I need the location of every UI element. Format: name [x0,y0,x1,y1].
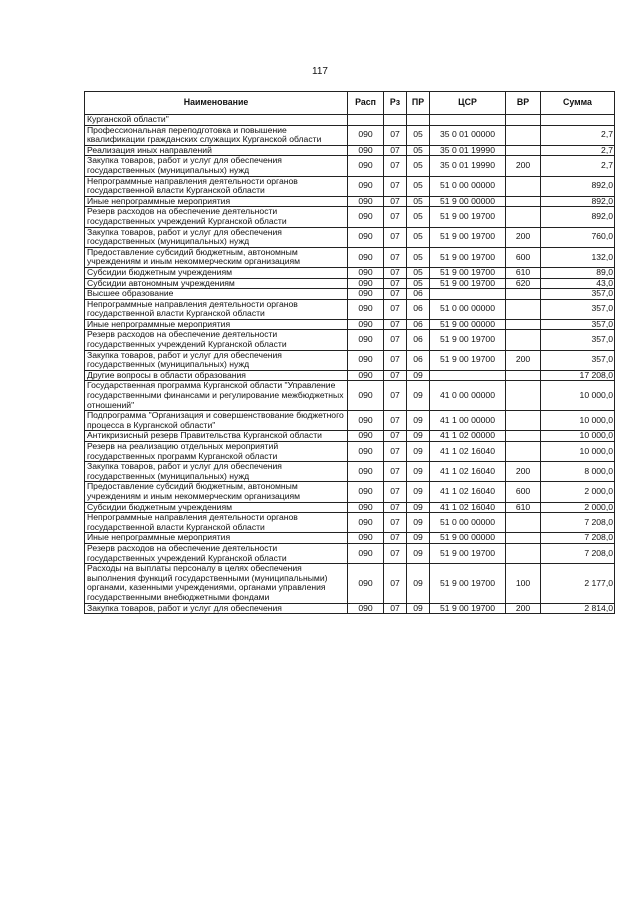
table-row [85,502,615,513]
cell-name: Резерв расходов на обеспечение деятельности государственных учреждений Курганской области [85,330,348,350]
cell-rasp: 090 [348,145,384,156]
cell-rz: 07 [384,125,407,145]
cell-sum: 760,0 [541,227,615,247]
cell-rasp: 090 [348,381,384,411]
cell-pr: 05 [407,196,430,207]
cell-rasp: 090 [348,330,384,350]
cell-vr [506,370,541,381]
cell-name: Субсидии автономным учреждениям [85,278,348,289]
cell-pr: 05 [407,125,430,145]
cell-pr: 05 [407,267,430,278]
cell-name: Закупка товаров, работ и услуг для обеспечения государственных (муниципальных) нужд [85,462,348,482]
table-row [85,370,615,381]
cell-csr: 41 1 02 16040 [430,442,506,462]
cell-pr: 05 [407,247,430,267]
table-row [85,442,615,462]
cell-csr: 41 1 02 00000 [430,431,506,442]
cell-name: Предоставление субсидий бюджетным, автономным учреждениям и иным некоммерческим организациям [85,247,348,267]
cell-sum: 43,0 [541,278,615,289]
cell-rasp: 090 [348,247,384,267]
cell-pr: 06 [407,289,430,300]
table-row [85,207,615,227]
cell-sum: 2 000,0 [541,482,615,502]
header-sum: Сумма [541,92,615,115]
cell-csr: 41 1 02 16040 [430,462,506,482]
table-row [85,278,615,289]
cell-csr: 51 0 00 00000 [430,513,506,533]
table-row [85,125,615,145]
cell-sum: 7 208,0 [541,533,615,544]
cell-rz: 07 [384,411,407,431]
cell-csr: 51 9 00 00000 [430,319,506,330]
cell-pr: 09 [407,603,430,614]
cell-rasp: 090 [348,462,384,482]
cell-name: Высшее образование [85,289,348,300]
cell-vr [506,289,541,300]
table-row [85,145,615,156]
cell-rz: 07 [384,502,407,513]
cell-sum: 10 000,0 [541,381,615,411]
cell-rz: 07 [384,370,407,381]
cell-csr: 51 9 00 19700 [430,603,506,614]
cell-sum: 357,0 [541,350,615,370]
cell-rz: 07 [384,319,407,330]
table-row [85,330,615,350]
cell-csr: 51 9 00 19700 [430,267,506,278]
cell-vr: 600 [506,247,541,267]
cell-rasp: 090 [348,125,384,145]
cell-pr: 09 [407,513,430,533]
cell-rasp: 090 [348,603,384,614]
cell-rz: 07 [384,145,407,156]
cell-csr: 51 0 00 00000 [430,299,506,319]
cell-rasp: 090 [348,227,384,247]
header-rz: Рз [384,92,407,115]
cell-csr: 51 9 00 19700 [430,350,506,370]
table-row [85,267,615,278]
cell-sum: 892,0 [541,207,615,227]
cell-name: Резерв расходов на обеспечение деятельности государственных учреждений Курганской области [85,543,348,563]
cell-sum: 8 000,0 [541,462,615,482]
cell-csr: 51 9 00 00000 [430,196,506,207]
cell-pr: 09 [407,564,430,603]
cell-rz: 07 [384,278,407,289]
cell-rz: 07 [384,289,407,300]
cell-rz: 07 [384,462,407,482]
cell-vr [506,513,541,533]
cell-sum: 2 000,0 [541,502,615,513]
cell-vr: 200 [506,462,541,482]
cell-name: Государственная программа Курганской области "Управление государственными финансами и регулирование межбюджетных отношений" [85,381,348,411]
table-row [85,603,615,614]
cell-csr: 51 9 00 19700 [430,207,506,227]
table-row [85,289,615,300]
cell-name: Закупка товаров, работ и услуг для обеспечения государственных (муниципальных) нужд [85,156,348,176]
cell-csr [430,370,506,381]
table-row [85,176,615,196]
table-row [85,247,615,267]
table-row [85,462,615,482]
cell-pr: 09 [407,431,430,442]
cell-sum: 2,7 [541,145,615,156]
cell-pr: 06 [407,330,430,350]
cell-rz: 07 [384,603,407,614]
cell-pr: 09 [407,462,430,482]
cell-rasp: 090 [348,350,384,370]
cell-rz: 07 [384,442,407,462]
cell-name: Закупка товаров, работ и услуг для обеспечения государственных (муниципальных) нужд [85,227,348,247]
cell-sum: 892,0 [541,176,615,196]
cell-rasp: 090 [348,564,384,603]
cell-name: Иные непрограммные мероприятия [85,319,348,330]
cell-csr: 35 0 01 19990 [430,156,506,176]
cell-csr: 41 1 02 16040 [430,502,506,513]
cell-rasp [348,115,384,126]
cell-rasp: 090 [348,431,384,442]
cell-pr: 09 [407,502,430,513]
cell-vr [506,411,541,431]
cell-vr: 200 [506,603,541,614]
cell-pr: 09 [407,370,430,381]
table-row [85,115,615,126]
cell-vr [506,115,541,126]
table-row [85,196,615,207]
header-pr: ПР [407,92,430,115]
cell-sum: 132,0 [541,247,615,267]
cell-rz: 07 [384,431,407,442]
cell-rasp: 090 [348,370,384,381]
header-csr: ЦСР [430,92,506,115]
cell-rz: 07 [384,299,407,319]
cell-rz [384,115,407,126]
cell-name: Реализация иных направлений [85,145,348,156]
table-row [85,513,615,533]
cell-sum: 7 208,0 [541,513,615,533]
cell-rz: 07 [384,247,407,267]
cell-sum: 892,0 [541,196,615,207]
cell-rasp: 090 [348,502,384,513]
cell-rz: 07 [384,176,407,196]
budget-table [84,91,615,614]
cell-rz: 07 [384,156,407,176]
cell-rasp: 090 [348,543,384,563]
cell-name: Субсидии бюджетным учреждениям [85,267,348,278]
cell-rz: 07 [384,267,407,278]
cell-name: Непрограммные направления деятельности органов государственной власти Курганской области [85,513,348,533]
cell-rasp: 090 [348,513,384,533]
cell-rz: 07 [384,564,407,603]
cell-vr [506,330,541,350]
cell-rasp: 090 [348,196,384,207]
cell-rz: 07 [384,350,407,370]
cell-vr [506,431,541,442]
cell-pr: 06 [407,350,430,370]
table-row [85,227,615,247]
cell-vr: 200 [506,227,541,247]
cell-rz: 07 [384,543,407,563]
cell-rasp: 090 [348,319,384,330]
cell-sum: 17 208,0 [541,370,615,381]
cell-vr [506,207,541,227]
page-number: 117 [312,66,328,77]
table-row [85,411,615,431]
cell-vr: 610 [506,502,541,513]
cell-csr [430,115,506,126]
table-row [85,381,615,411]
cell-sum: 357,0 [541,330,615,350]
cell-rasp: 090 [348,278,384,289]
cell-pr: 09 [407,533,430,544]
cell-rz: 07 [384,227,407,247]
cell-pr: 05 [407,207,430,227]
cell-sum: 10 000,0 [541,431,615,442]
cell-pr: 05 [407,176,430,196]
cell-vr [506,299,541,319]
cell-name: Иные непрограммные мероприятия [85,196,348,207]
cell-name: Непрограммные направления деятельности органов государственной власти Курганской области [85,176,348,196]
cell-csr: 51 9 00 19700 [430,564,506,603]
cell-csr: 41 1 00 00000 [430,411,506,431]
cell-pr: 05 [407,156,430,176]
cell-pr: 09 [407,442,430,462]
cell-pr: 09 [407,381,430,411]
cell-vr [506,543,541,563]
cell-name: Профессиональная переподготовка и повышение квалификации гражданских служащих Курганской области [85,125,348,145]
cell-csr: 51 9 00 19700 [430,247,506,267]
cell-rz: 07 [384,513,407,533]
cell-csr: 51 9 00 19700 [430,543,506,563]
cell-sum: 89,0 [541,267,615,278]
cell-csr [430,289,506,300]
cell-name: Непрограммные направления деятельности органов государственной власти Курганской области [85,299,348,319]
cell-vr: 610 [506,267,541,278]
cell-vr: 200 [506,156,541,176]
cell-csr: 35 0 01 19990 [430,145,506,156]
cell-rasp: 090 [348,207,384,227]
cell-pr: 06 [407,299,430,319]
table-row [85,299,615,319]
cell-name: Резерв на реализацию отдельных мероприятий государственных программ Курганской области [85,442,348,462]
cell-pr: 05 [407,278,430,289]
cell-vr [506,125,541,145]
cell-rz: 07 [384,381,407,411]
cell-name: Предоставление субсидий бюджетным, автономным учреждениям и иным некоммерческим организациям [85,482,348,502]
cell-vr: 600 [506,482,541,502]
cell-csr: 51 0 00 00000 [430,176,506,196]
cell-vr: 100 [506,564,541,603]
cell-vr [506,381,541,411]
cell-rz: 07 [384,196,407,207]
cell-csr: 51 9 00 00000 [430,533,506,544]
cell-vr [506,319,541,330]
cell-vr: 620 [506,278,541,289]
cell-csr: 51 9 00 19700 [430,278,506,289]
cell-vr [506,442,541,462]
cell-vr [506,145,541,156]
cell-rasp: 090 [348,442,384,462]
cell-name: Расходы на выплаты персоналу в целях обеспечения выполнения функций государственными (муниципальными) органами, казенными учреждениями, органами управления государственными внебюджетными фондами [85,564,348,603]
cell-rz: 07 [384,482,407,502]
cell-name: Иные непрограммные мероприятия [85,533,348,544]
header-vr: ВР [506,92,541,115]
cell-pr: 09 [407,411,430,431]
table-row [85,533,615,544]
cell-csr: 35 0 01 00000 [430,125,506,145]
cell-name: Резерв расходов на обеспечение деятельности государственных учреждений Курганской области [85,207,348,227]
cell-sum: 2,7 [541,156,615,176]
cell-pr [407,115,430,126]
table-row [85,431,615,442]
table-row [85,564,615,603]
cell-sum: 2 814,0 [541,603,615,614]
cell-rz: 07 [384,533,407,544]
cell-sum: 10 000,0 [541,411,615,431]
cell-csr: 51 9 00 19700 [430,330,506,350]
table-row [85,319,615,330]
cell-rasp: 090 [348,533,384,544]
cell-sum: 357,0 [541,299,615,319]
table-body [85,115,615,614]
table-row [85,350,615,370]
cell-vr [506,176,541,196]
cell-rz: 07 [384,330,407,350]
cell-rasp: 090 [348,267,384,278]
cell-sum: 2 177,0 [541,564,615,603]
cell-name: Другие вопросы в области образования [85,370,348,381]
cell-pr: 05 [407,227,430,247]
cell-sum: 10 000,0 [541,442,615,462]
table-row [85,482,615,502]
cell-csr: 41 0 00 00000 [430,381,506,411]
cell-csr: 51 9 00 19700 [430,227,506,247]
cell-rasp: 090 [348,289,384,300]
cell-pr: 05 [407,145,430,156]
table-row [85,543,615,563]
cell-sum: 357,0 [541,289,615,300]
cell-csr: 41 1 02 16040 [430,482,506,502]
cell-name: Закупка товаров, работ и услуг для обеспечения [85,603,348,614]
cell-rasp: 090 [348,156,384,176]
cell-sum: 7 208,0 [541,543,615,563]
cell-name: Антикризисный резерв Правительства Курганской области [85,431,348,442]
header-rasp: Расп [348,92,384,115]
cell-rasp: 090 [348,299,384,319]
header-name: Наименование [85,92,348,115]
cell-rasp: 090 [348,176,384,196]
table-header-row [85,92,615,115]
cell-name: Закупка товаров, работ и услуг для обеспечения государственных (муниципальных) нужд [85,350,348,370]
cell-rasp: 090 [348,482,384,502]
cell-vr [506,533,541,544]
cell-pr: 09 [407,482,430,502]
cell-sum [541,115,615,126]
cell-name: Подпрограмма "Организация и совершенствование бюджетного процесса в Курганской области" [85,411,348,431]
table-row [85,156,615,176]
cell-name: Субсидии бюджетным учреждениям [85,502,348,513]
cell-pr: 09 [407,543,430,563]
cell-rasp: 090 [348,411,384,431]
cell-vr: 200 [506,350,541,370]
cell-pr: 06 [407,319,430,330]
cell-rz: 07 [384,207,407,227]
cell-vr [506,196,541,207]
cell-sum: 357,0 [541,319,615,330]
cell-name: Курганской области" [85,115,348,126]
cell-sum: 2,7 [541,125,615,145]
